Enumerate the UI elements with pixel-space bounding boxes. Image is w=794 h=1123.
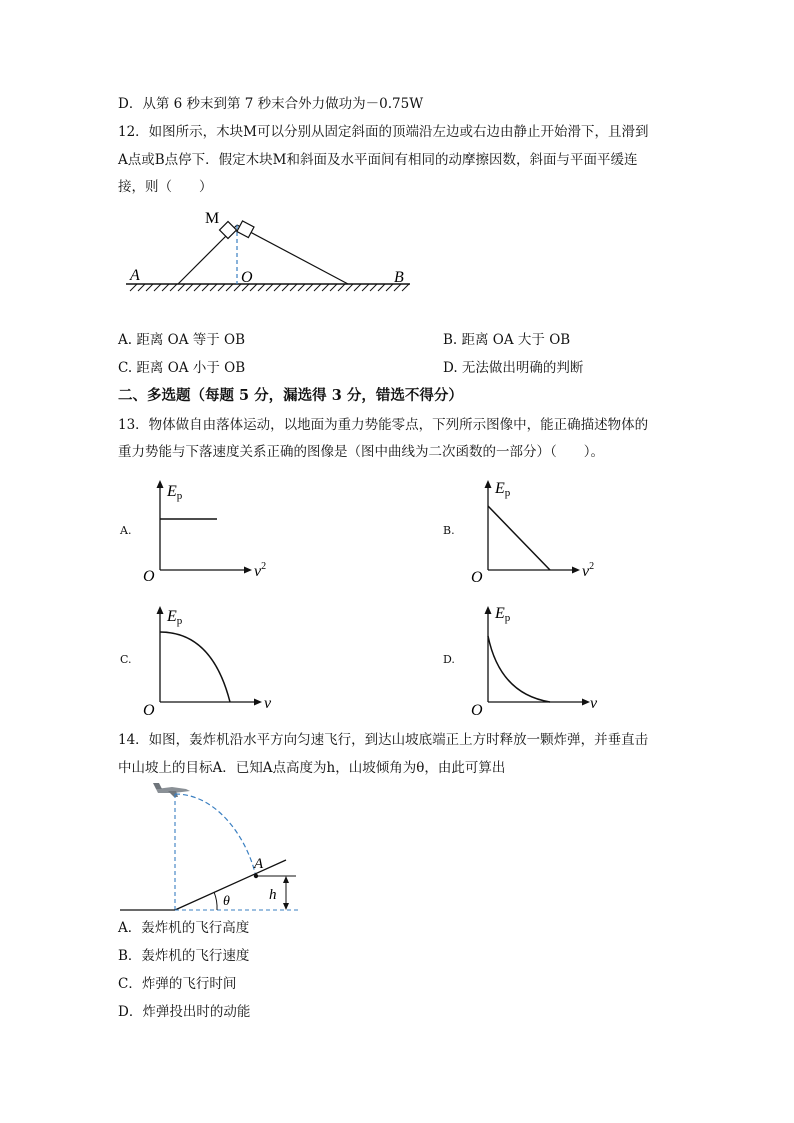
graph-b-curve xyxy=(488,506,550,570)
label-a: A xyxy=(130,267,140,284)
q12-option-d: D. 无法做出明确的判断 xyxy=(443,360,584,376)
y-label: Ep xyxy=(495,480,511,499)
q14-option-b: B．轰炸机的飞行速度 xyxy=(118,948,250,964)
target-a-point xyxy=(254,874,258,878)
x-arrow-icon xyxy=(254,699,262,706)
origin-label: O xyxy=(471,569,483,586)
right-incline xyxy=(237,225,348,284)
block-left xyxy=(220,222,237,239)
section-title: 二、多选题（每题 5 分，漏选得 3 分，错选不得分） xyxy=(118,387,463,404)
label-a: A xyxy=(254,856,264,872)
block-right xyxy=(237,221,254,238)
graph-c xyxy=(140,598,280,722)
label-m: M xyxy=(205,210,220,227)
h-arrow-up-icon xyxy=(283,876,289,883)
label-o: O xyxy=(241,269,253,286)
q12-option-c: C. 距离 OA 小于 OB xyxy=(118,360,246,376)
q12-incline-figure xyxy=(120,203,420,298)
x-label: v xyxy=(264,695,272,712)
label-b: B xyxy=(394,269,404,286)
x-label: $v^2$ xyxy=(582,561,595,580)
q14-bomber-figure xyxy=(118,780,308,915)
q12-option-a: A. 距离 OA 等于 OB xyxy=(118,332,246,348)
origin-label: O xyxy=(471,702,483,719)
graph-c-letter: C. xyxy=(120,653,132,666)
q14-option-d: D．炸弹投出时的动能 xyxy=(118,1004,251,1020)
graph-b-letter: B. xyxy=(443,524,455,537)
q12-stem-line1: 12．如图所示，木块M可以分别从固定斜面的顶端沿左边或右边由静止开始滑下，且滑到 xyxy=(118,124,649,140)
origin-label: O xyxy=(143,568,155,585)
q12-option-b: B. 距离 OA 大于 OB xyxy=(443,332,571,348)
graph-d-curve xyxy=(488,636,550,702)
q12-stem-line2: A点或B点停下．假定木块M和斜面及水平面间有相同的动摩擦因数，斜面与平面平缓连 xyxy=(118,152,638,168)
graph-a-letter: A. xyxy=(120,524,132,537)
q14-stem-line2: 中山坡上的目标A．已知A点高度为h，山坡倾角为θ，由此可算出 xyxy=(118,760,506,776)
graph-a xyxy=(140,472,280,590)
y-arrow-icon xyxy=(485,480,492,488)
y-arrow-icon xyxy=(485,606,492,614)
x-label: v xyxy=(590,695,598,712)
graph-b xyxy=(468,472,608,590)
q12-stem-line3: 接，则（ ） xyxy=(118,179,213,195)
x-arrow-icon xyxy=(244,567,252,574)
q13-stem-line2: 重力势能与下落速度关系正确的图像是（图中曲线为二次函数的一部分）（ ）。 xyxy=(118,444,604,460)
y-label: Ep xyxy=(167,608,183,627)
x-label: $v^2$ xyxy=(254,561,267,580)
label-theta: θ xyxy=(223,894,230,909)
y-label: Ep xyxy=(167,483,183,502)
h-arrow-down-icon xyxy=(283,903,289,910)
q14-stem-line1: 14．如图，轰炸机沿水平方向匀速飞行，到达山坡底端正上方时释放一颗炸弹，并垂直击 xyxy=(118,732,649,748)
bomb-trajectory xyxy=(175,794,256,877)
q11-option-d: D．从第 6 秒末到第 7 秒末合外力做功为－0.75W xyxy=(118,96,424,112)
y-arrow-icon xyxy=(157,606,164,614)
angle-arc xyxy=(214,892,217,910)
y-arrow-icon xyxy=(157,480,164,488)
x-arrow-icon xyxy=(582,699,590,706)
graph-d-letter: D. xyxy=(443,653,455,666)
x-arrow-icon xyxy=(572,567,580,574)
q14-option-c: C．炸弹的飞行时间 xyxy=(118,976,237,992)
graph-c-curve xyxy=(160,632,230,702)
q13-stem-line1: 13．物体做自由落体运动，以地面为重力势能零点，下列所示图像中，能正确描述物体的 xyxy=(118,417,649,433)
origin-label: O xyxy=(143,702,155,719)
ground-hatching xyxy=(130,284,409,291)
y-label: Ep xyxy=(495,605,511,624)
graph-d xyxy=(468,598,608,722)
q14-option-a: A．轰炸机的飞行高度 xyxy=(118,920,250,936)
label-h: h xyxy=(269,887,277,903)
